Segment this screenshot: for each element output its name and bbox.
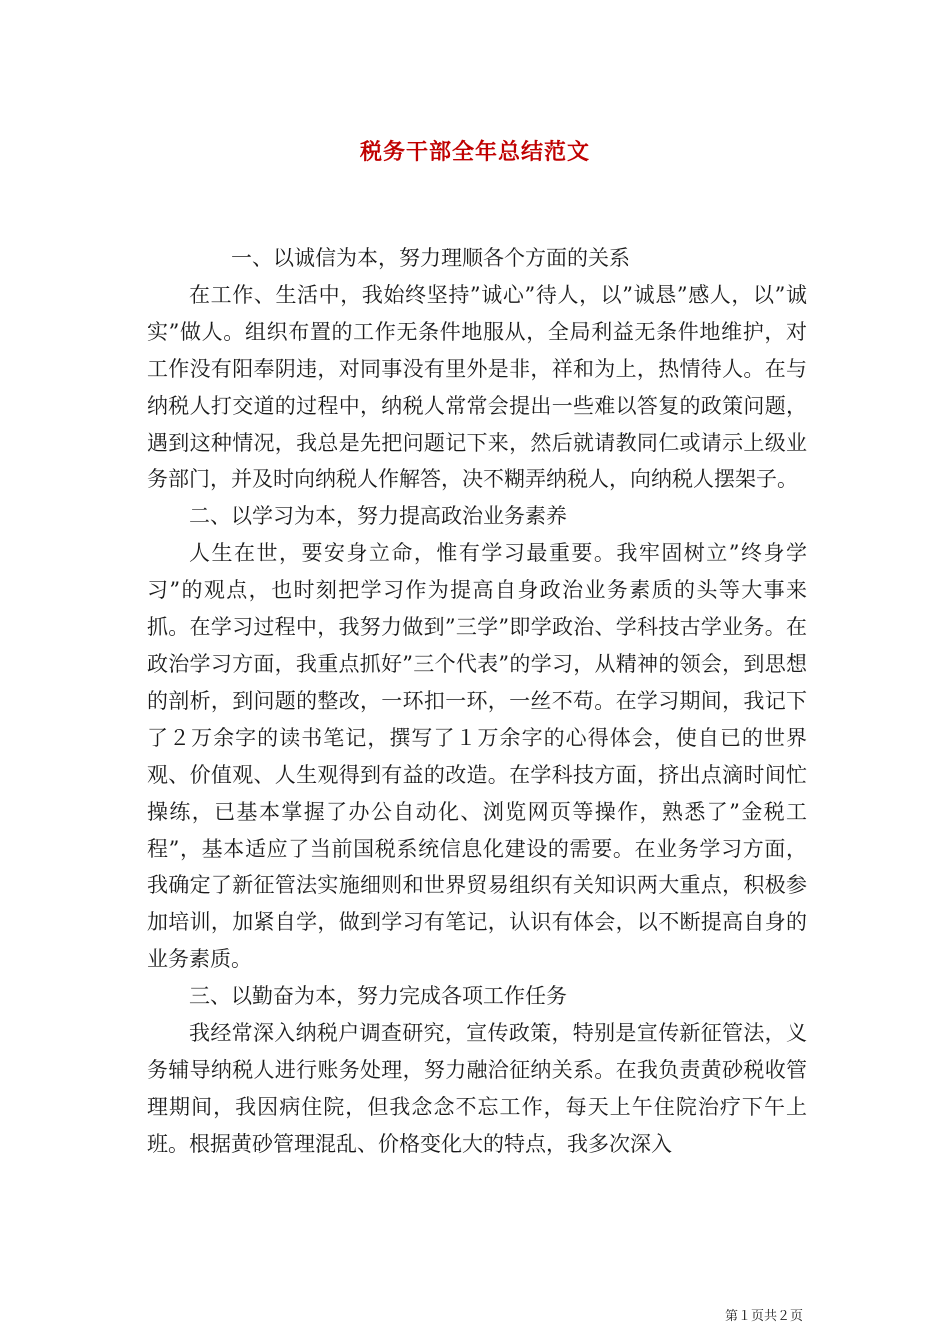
body-paragraph-1: 在工作、生活中，我始终坚持”诚心”待人，以”诚恳”感人，以”诚实”做人。组织布置的工作无条件地服从，全局利益无条件地维护，对工作没有阳奉阴违，对同事没有里外是非，祥和为上，热情待人。在与纳税人打交道的过程中，纳税人常常会提出一些难以答复的政策问题，遇到这种情况，我总是先把问题记下来，然后就请教同仁或请示上级业务部门，并及时向纳税人作解答，决不糊弄纳税人，向纳税人摆架子。 — [147, 282, 807, 492]
section-heading-3: 三、以勤奋为本，努力完成各项工作任务 — [189, 984, 567, 1009]
body-paragraph-3: 我经常深入纳税户调查研究，宣传政策，特别是宣传新征管法，义务辅导纳税人进行账务处理，努力融洽征纳关系。在我负责黄砂税收管理期间，我因病住院，但我念念不忘工作，每天上午住院治疗下午上班。根据黄砂管理混乱、价格变化大的特点，我多次深入 — [147, 1021, 807, 1156]
section-heading-1: 一、以诚信为本，努力理顺各个方面的关系 — [231, 246, 630, 270]
section-heading-2: 二、以学习为本，努力提高政治业务素养 — [189, 504, 567, 529]
document-title: 税务干部全年总结范文 — [359, 139, 590, 165]
body-paragraph-2: 人生在世，要安身立命，惟有学习最重要。我牢固树立”终身学习”的观点，也时刻把学习作为提高自身政治业务素质的头等大事来抓。在学习过程中，我努力做到”三学”即学政治、学科技古学业务。在政治学习方面，我重点抓好”三个代表”的学习，从精神的领会，到思想的剖析，到问题的整改，一环扣一环，一丝不苟。在学习期间，我记下了２万余字的读书笔记，撰写了１万余字的心得体会，使自已的世界观、价值观、人生观得到有益的改造。在学科技方面，挤出点滴时间忙操练，已基本掌握了办公自动化、浏览网页等操作，熟悉了”金税工程”，基本适应了当前国税系统信息化建设的需要。在业务学习方面，我确定了新征管法实施细则和世界贸易组织有关知识两大重点，积极参加培训，加紧自学，做到学习有笔记，认识有体会，以不断提高自身的业务素质。 — [147, 541, 807, 972]
page-number: 第１页共２页 — [724, 1309, 803, 1324]
document-body — [147, 240, 807, 1163]
